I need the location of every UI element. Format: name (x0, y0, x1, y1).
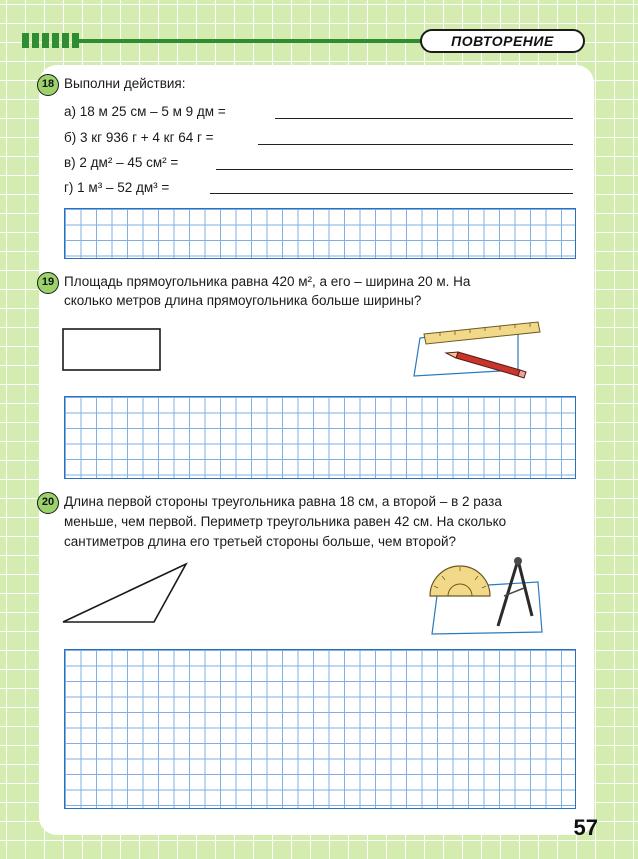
section-title: ПОВТОРЕНИЕ (420, 29, 585, 53)
ruler-pencil-icon (410, 318, 550, 380)
task-number-badge: 19 (37, 272, 59, 294)
task19-text-line1: Площадь прямоугольника равна 420 м², а его – ширина 20 м. На (64, 274, 471, 289)
task18-item-b: б) 3 кг 936 г + 4 кг 64 г = (64, 130, 214, 145)
task20-text-line2: меньше, чем первой. Периметр треугольника равен 42 см. На сколько (64, 514, 507, 529)
answer-line-a[interactable] (275, 118, 573, 119)
task19-text-line2: сколько метров длина прямоугольника больше ширины? (64, 293, 422, 308)
task18-item-a: а) 18 м 25 см – 5 м 9 дм = (64, 104, 226, 119)
task-number-badge: 18 (37, 74, 59, 96)
answer-grid-task20[interactable] (64, 649, 576, 809)
answer-grid-task19[interactable] (64, 396, 576, 479)
header-decoration (22, 33, 79, 48)
answer-line-b[interactable] (258, 144, 573, 145)
protractor-compass-icon (420, 556, 550, 636)
answer-grid-task18[interactable] (64, 208, 576, 259)
answer-line-c[interactable] (216, 169, 573, 170)
answer-line-d[interactable] (210, 193, 573, 194)
task20-text-line3: сантиметров длина его третьей стороны больше, чем второй? (64, 534, 457, 549)
task18-item-c: в) 2 дм² – 45 см² = (64, 155, 179, 170)
triangle-figure (62, 562, 192, 624)
task20-text-line1: Длина первой стороны треугольника равна 18 см, а второй – в 2 раза (64, 494, 502, 509)
page-number: 57 (573, 815, 598, 840)
rectangle-figure (62, 328, 162, 373)
task18-item-d: г) 1 м³ – 52 дм³ = (64, 180, 170, 195)
task18-prompt: Выполни действия: (64, 76, 186, 91)
task-number-badge: 20 (37, 492, 59, 514)
header-rule (75, 39, 425, 43)
